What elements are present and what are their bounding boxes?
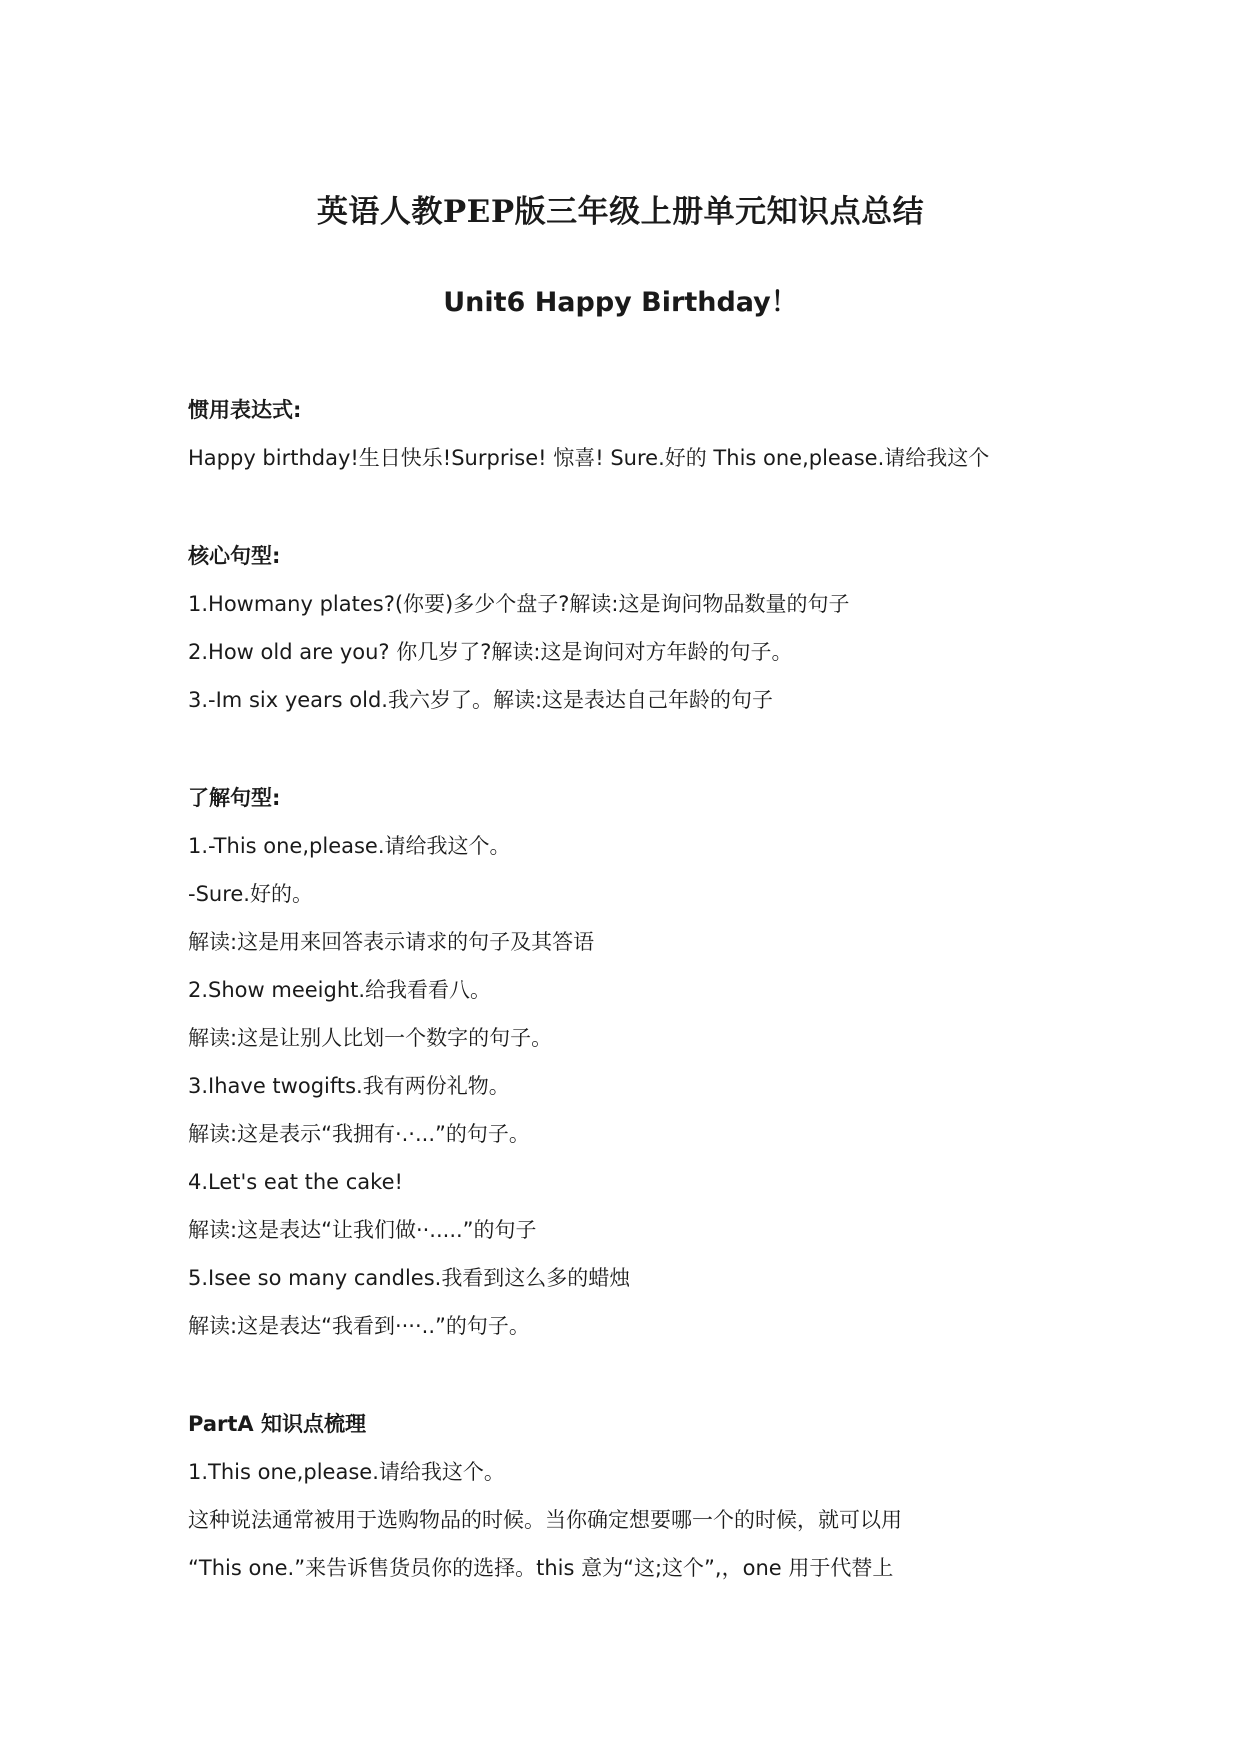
- section-heading-understand: 了解句型:: [188, 786, 281, 810]
- core-line: 2.How old are you? 你几岁了?解读:这是询问对方年龄的句子。: [188, 640, 793, 664]
- document-title: 英语人教PEP版三年级上册单元知识点总结: [316, 194, 925, 230]
- understand-line: 解读:这是表达“让我们做··.....”的句子: [188, 1218, 537, 1242]
- understand-line: 5.Isee so many candles.我看到这么多的蜡烛: [188, 1266, 631, 1290]
- document-subtitle: Unit6 Happy Birthday！: [443, 287, 798, 318]
- understand-line: 解读:这是表示“我拥有·.·...”的句子。: [188, 1122, 530, 1146]
- understand-line: 解读:这是表达“我看到····..”的句子。: [188, 1314, 530, 1338]
- parta-paragraph-line: “This one.”来告诉售货员你的选择。this 意为“这;这个”,，one 用于代替上: [188, 1556, 894, 1580]
- understand-line: -Sure.好的。: [188, 882, 313, 906]
- idioms-line: Happy birthday!生日快乐!Surprise! 惊喜! Sure.好的 This one,please.请给我这个: [188, 446, 990, 470]
- understand-line: 解读:这是让别人比划一个数字的句子。: [188, 1026, 553, 1050]
- understand-line: 解读:这是用来回答表示请求的句子及其答语: [188, 930, 595, 954]
- understand-line: 3.Ihave twogifts.我有两份礼物。: [188, 1074, 510, 1098]
- section-heading-idioms: 惯用表达式:: [188, 398, 302, 422]
- core-line: 3.-Im six years old.我六岁了。解读:这是表达自己年龄的句子: [188, 688, 774, 712]
- understand-line: 1.-This one,please.请给我这个。: [188, 834, 511, 858]
- parta-paragraph-line: 这种说法通常被用于选购物品的时候。当你确定想要哪一个的时候，就可以用: [188, 1508, 902, 1532]
- section-heading-core: 核心句型:: [188, 544, 281, 568]
- section-heading-parta: PartA 知识点梳理: [188, 1412, 366, 1436]
- document-body: [188, 386, 1068, 1592]
- parta-line: 1.This one,please.请给我这个。: [188, 1460, 505, 1484]
- core-line: 1.Howmany plates?(你要)多少个盘子?解读:这是询问物品数量的句子: [188, 592, 850, 616]
- understand-line: 2.Show meeight.给我看看八。: [188, 978, 492, 1002]
- understand-line: 4.Let's eat the cake!: [188, 1170, 403, 1194]
